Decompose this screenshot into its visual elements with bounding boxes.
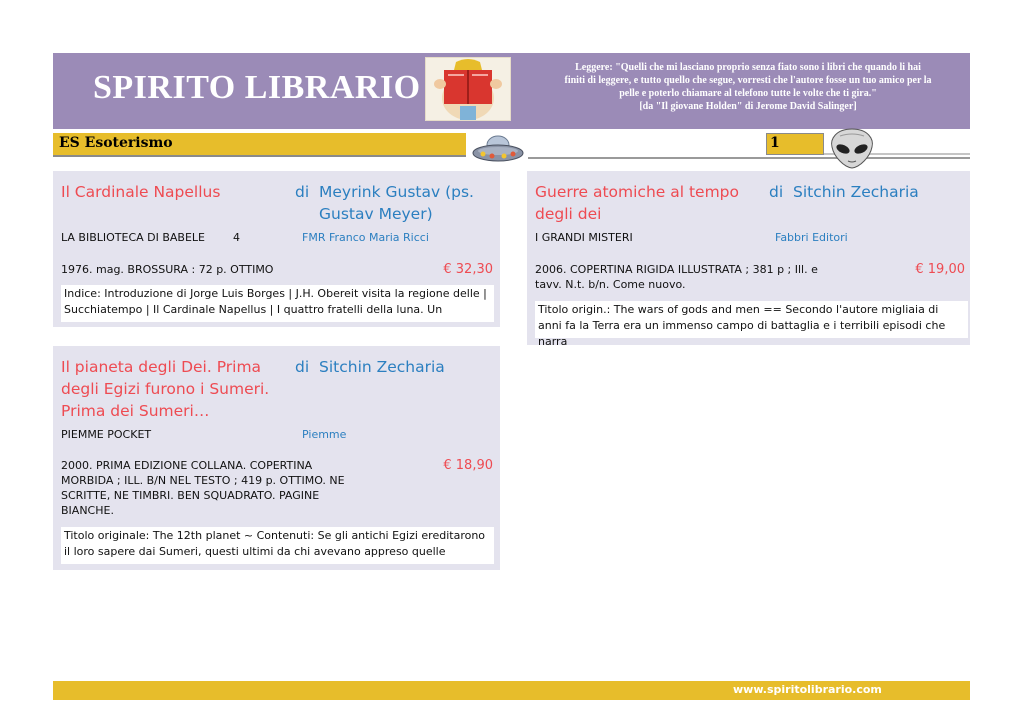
book-price: € 18,90 bbox=[443, 458, 493, 473]
site-title: SPIRITO LIBRARIO bbox=[93, 69, 421, 106]
reading-person-image bbox=[425, 57, 511, 121]
author-prefix: di bbox=[295, 358, 310, 376]
site-header bbox=[53, 53, 970, 129]
author-prefix: di bbox=[769, 183, 784, 201]
book-details: 1976. mag. BROSSURA : 72 p. OTTIMO bbox=[61, 263, 274, 276]
book-card bbox=[527, 171, 970, 348]
divider bbox=[528, 157, 970, 159]
book-publisher[interactable]: Piemme bbox=[302, 428, 347, 441]
book-author[interactable]: Meyrink Gustav (ps. Gustav Meyer) bbox=[319, 183, 474, 223]
book-card bbox=[53, 346, 500, 570]
quote-line: Leggere: "Quelli che mi lasciano proprio senza fiato sono i libri che quando li hai bbox=[575, 62, 921, 73]
quote-line: finiti di leggere, e tutto quello che segue, vorresti che l'autore fosse un tuo amico per la bbox=[564, 75, 932, 86]
book-description: Indice: Introduzione di Jorge Luis Borges | J.H. Obereit visita la regione delle | Succhiatempo | Il Cardinale Napellus | I quattro fratelli della luna. Un bbox=[61, 285, 494, 322]
book-series: LA BIBLIOTECA DI BABELE bbox=[61, 231, 205, 244]
book-author[interactable]: Sitchin Zecharia bbox=[793, 183, 919, 201]
book-card bbox=[53, 171, 500, 327]
header-quote bbox=[533, 61, 963, 113]
book-details: 2006. COPERTINA RIGIDA ILLUSTRATA ; 381 p ; Ill. e tavv. N.t. b/n. Come nuovo. bbox=[535, 263, 818, 291]
book-title[interactable]: Il Cardinale Napellus bbox=[61, 183, 221, 201]
book-price: € 19,00 bbox=[915, 262, 965, 277]
page-number: 1 bbox=[770, 135, 780, 151]
book-series: PIEMME POCKET bbox=[61, 428, 152, 441]
book-author[interactable]: Sitchin Zecharia bbox=[319, 358, 445, 376]
book-description: Titolo origin.: The wars of gods and men == Secondo l'autore migliaia di anni fa la Terra era un immenso campo di battaglia e i terribili episodi che narra bbox=[535, 301, 968, 338]
book-details: 2000. PRIMA EDIZIONE COLLANA. COPERTINA MORBIDA ; ILL. B/N NEL TESTO ; 419 p. OTTIMO. NE SCRITTE, NE TIMBRI. BEN SQUADRATO. PAGINE BIANCHE. bbox=[61, 459, 345, 517]
author-prefix: di bbox=[295, 183, 310, 201]
book-price: € 32,30 bbox=[443, 262, 493, 277]
category-label: ES Esoterismo bbox=[59, 135, 173, 151]
book-description: Titolo originale: The 12th planet ~ Contenuti: Se gli antichi Egizi ereditarono il loro sapere dai Sumeri, questi ultimi da chi avevano appreso quelle bbox=[61, 527, 494, 564]
book-publisher[interactable]: FMR Franco Maria Ricci bbox=[302, 231, 429, 244]
book-title[interactable]: Il pianeta degli Dei. Prima degli Egizi furono i Sumeri. Prima dei Sumeri… bbox=[61, 358, 270, 420]
quote-source: [da "Il giovane Holden" di Jerome David Salinger] bbox=[639, 101, 857, 112]
category-bar bbox=[53, 133, 466, 157]
footer-url[interactable]: www.spiritolibrario.com bbox=[733, 683, 882, 696]
quote-line: pelle e poterlo chiamare al telefono tutte le volte che ti gira." bbox=[619, 88, 877, 99]
series-number: 4 bbox=[233, 231, 240, 244]
alien-head-icon bbox=[826, 127, 878, 169]
page-number-box bbox=[766, 133, 824, 155]
footer-bar bbox=[53, 681, 970, 700]
book-publisher[interactable]: Fabbri Editori bbox=[775, 231, 848, 244]
ufo-icon bbox=[470, 132, 526, 166]
book-series: I GRANDI MISTERI bbox=[535, 231, 633, 244]
book-title[interactable]: Guerre atomiche al tempo degli dei bbox=[535, 183, 740, 223]
